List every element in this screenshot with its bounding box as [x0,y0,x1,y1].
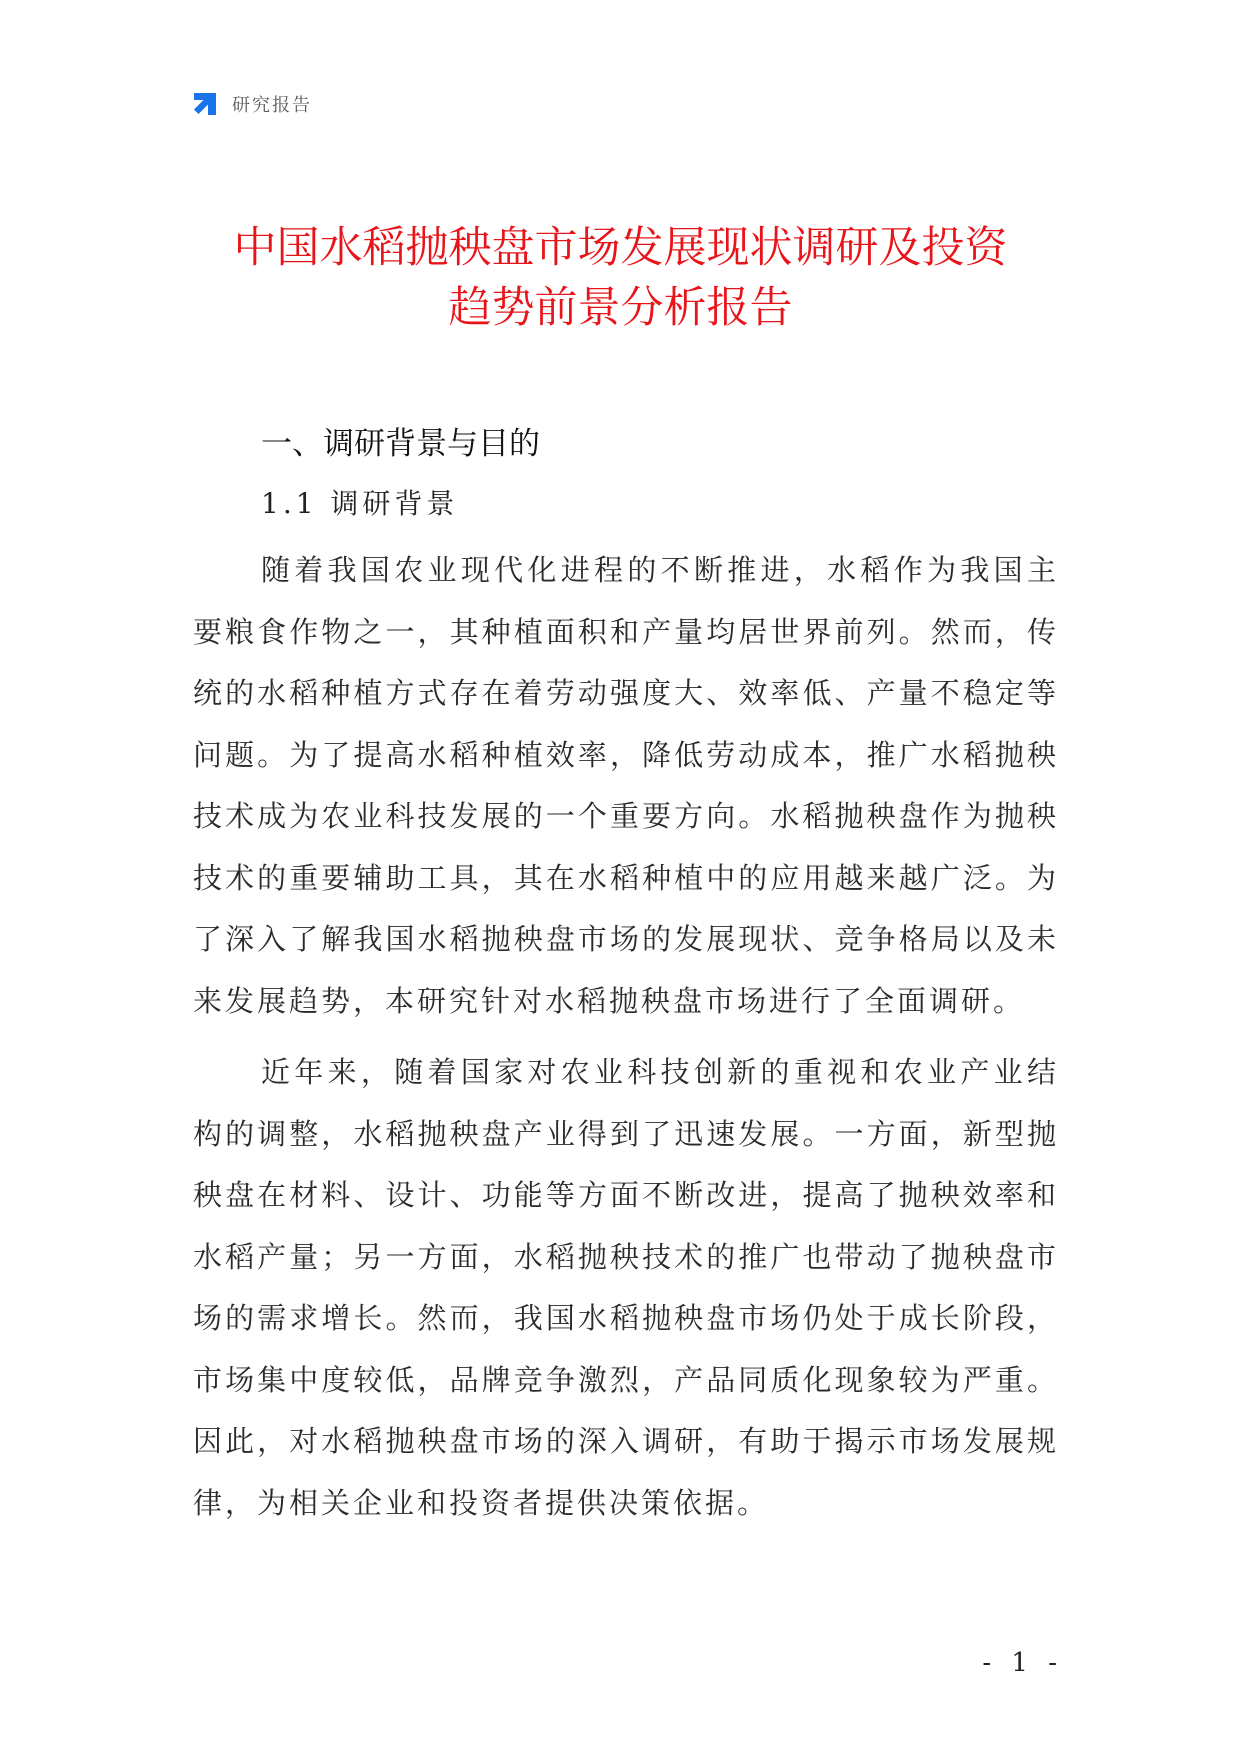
arrow-up-right-icon [190,89,220,119]
header-label: 研究报告 [232,95,312,116]
title-line-1: 中国水稻抛秧盘市场发展现状调研及投资 [233,223,1008,273]
subsection-heading: 1.1 调研背景 [261,487,459,520]
report-header [190,88,312,120]
document-body [193,418,1059,1534]
document-title [160,218,1081,338]
title-line-2: 趋势前景分析报告 [448,283,793,333]
paragraph-1: 随着我国农业现代化进程的不断推进，水稻作为我国主要粮食作物之一，其种植面积和产量均居世界前列。然而，传统的水稻种植方式存在着劳动强度大、效率低、产量不稳定等问题。为了提高水稻种植效率，降低劳动成本，推广水稻抛秧技术成为农业科技发展的一个重要方向。水稻抛秧盘作为抛秧技术的重要辅助工具，其在水稻种植中的应用越来越广泛。为了深入了解我国水稻抛秧盘市场的发展现状、竞争格局以及未来发展趋势，本研究针对水稻抛秧盘市场进行了全面调研。 [193,553,1059,1018]
page-number: - 1 - [982,1648,1063,1678]
paragraph-2: 近年来，随着国家对农业科技创新的重视和农业产业结构的调整，水稻抛秧盘产业得到了迅速发展。一方面，新型抛秧盘在材料、设计、功能等方面不断改进，提高了抛秧效率和水稻产量；另一方面，水稻抛秧技术的推广也带动了抛秧盘市场的需求增长。然而，我国水稻抛秧盘市场仍处于成长阶段，市场集中度较低，品牌竞争激烈，产品同质化现象较为严重。因此，对水稻抛秧盘市场的深入调研，有助于揭示市场发展规律，为相关企业和投资者提供决策依据。 [193,1055,1059,1520]
section-heading: 一、调研背景与目的 [261,426,540,462]
